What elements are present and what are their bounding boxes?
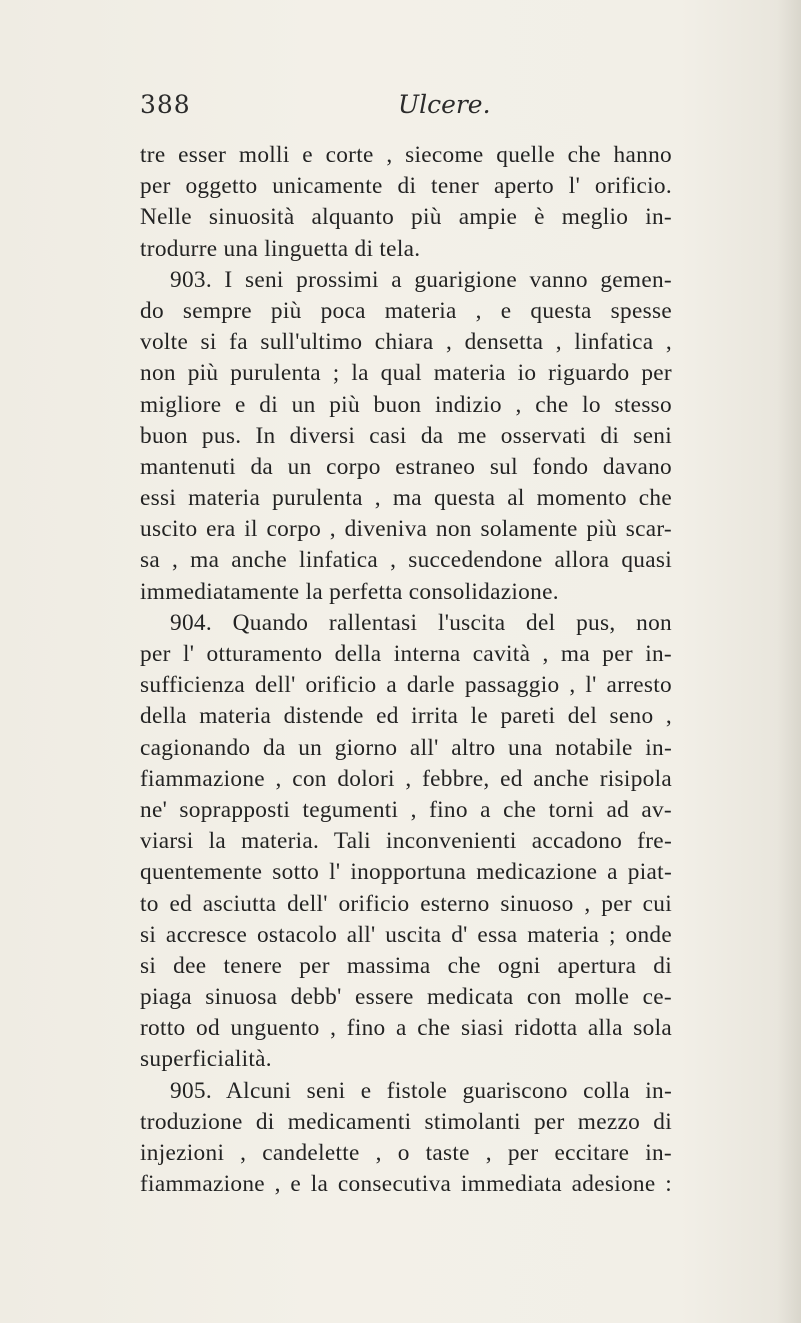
- page-number: 388: [140, 90, 191, 119]
- text-line: superficialità.: [140, 1046, 272, 1073]
- text-line: injezioni , candelette , o taste , per eccitare in-: [140, 1140, 672, 1166]
- text-line: mantenuti da un corpo estraneo sul fondo davano: [140, 453, 672, 480]
- text-line: per oggetto unicamente di tener aperto l' orificio.: [140, 173, 672, 200]
- text-line: viarsi la materia. Tali inconvenienti accadono fre-: [140, 828, 672, 855]
- text-line: fiammazione , e la consecutiva immediata adesione :: [140, 1171, 672, 1198]
- running-title: Ulcere.: [398, 90, 491, 119]
- text-line: piaga sinuosa debb' essere medicata con molle ce-: [140, 984, 672, 1011]
- text-line: 903. I seni prossimi a guarigione vanno gemen-: [170, 266, 672, 293]
- text-line: quentemente sotto l' inopportuna medicazione a piat-: [140, 859, 672, 886]
- text-line: troduzione di medicamenti stimolanti per mezzo di: [140, 1108, 672, 1135]
- text-line: immediatamente la perfetta consolidazione.: [140, 578, 559, 605]
- text-line: sa , ma anche linfatica , succedendone allora quasi: [140, 547, 672, 574]
- body-text: [140, 140, 672, 1200]
- text-line: Nelle sinuosità alquanto più ampie è meglio in-: [140, 204, 672, 231]
- text-line: tre esser molli e corte , siecome quelle che hanno: [140, 142, 672, 168]
- text-line: ne' soprapposti tegumenti , fino a che torni ad av-: [140, 796, 672, 823]
- text-line: si accresce ostacolo all' uscita d' essa materia ; onde: [140, 921, 672, 948]
- page-header: [140, 90, 680, 130]
- text-line: volte si fa sull'ultimo chiara , densetta , linfatica ,: [140, 329, 672, 356]
- text-line: essi materia purulenta , ma questa al momento che: [140, 485, 672, 512]
- text-line: non più purulenta ; la qual materia io riguardo per: [140, 360, 672, 387]
- text-line: trodurre una linguetta di tela.: [140, 235, 421, 262]
- text-line: rotto od unguento , fino a che siasi ridotta alla sola: [140, 1015, 672, 1042]
- text-line: buon pus. In diversi casi da me osservati di seni: [140, 422, 672, 449]
- text-line: cagionando da un giorno all' altro una notabile in-: [140, 734, 672, 761]
- text-line: si dee tenere per massima che ogni apertura di: [140, 952, 672, 979]
- text-line: sufficienza dell' orificio a darle passaggio , l' arresto: [140, 672, 672, 699]
- text-line: fiammazione , con dolori , febbre, ed anche risipola: [140, 765, 672, 792]
- text-line: 905. Alcuni seni e fistole guariscono colla in-: [170, 1077, 672, 1104]
- text-line: to ed asciutta dell' orificio esterno sinuoso , per cui: [140, 890, 672, 917]
- text-line: della materia distende ed irrita le pareti del seno ,: [140, 703, 672, 730]
- text-line: migliore e di un più buon indizio , che lo stesso: [140, 391, 672, 418]
- text-line: per l' otturamento della interna cavità , ma per in-: [140, 641, 672, 667]
- text-line: do sempre più poca materia , e questa spesse: [140, 297, 672, 324]
- text-line: 904. Quando rallentasi l'uscita del pus, non: [170, 609, 672, 636]
- text-line: uscito era il corpo , diveniva non solamente più scar-: [140, 516, 672, 543]
